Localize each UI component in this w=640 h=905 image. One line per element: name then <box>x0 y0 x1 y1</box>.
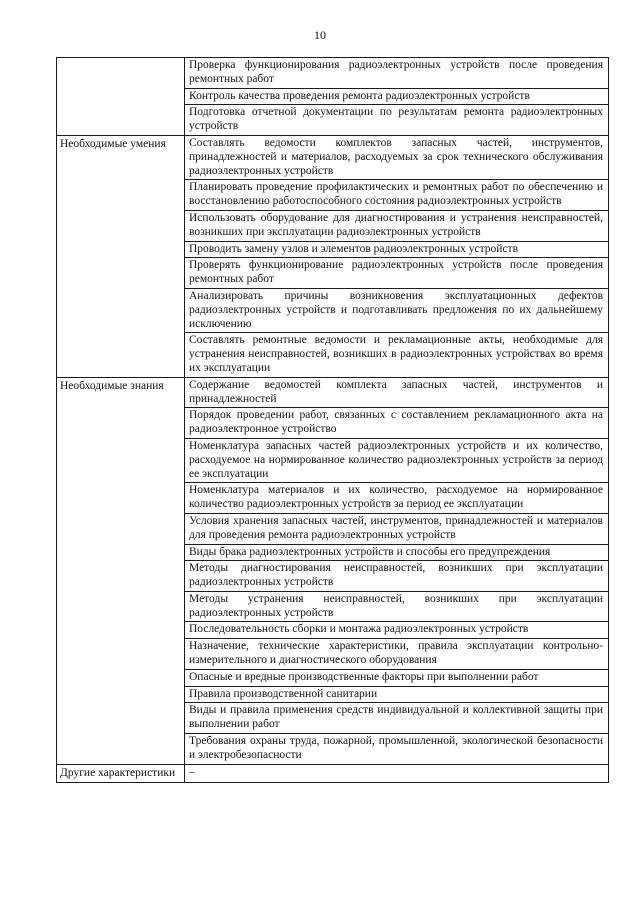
requirement-item: Условия хранения запасных частей, инструментов, принадлежностей и материалов для проведения ремонта радиоэлектронных устройств <box>185 513 609 544</box>
requirement-item: Номенклатура материалов и их количество, расходуемое на нормированное количество радиоэлектронных устройств за период ее эксплуатации <box>185 483 609 514</box>
group-label-cell: Необходимые знания <box>57 377 185 764</box>
requirement-item: Составлять ремонтные ведомости и рекламационные акты, необходимые для устранения неисправностей, возникших в радиоэлектронных устройствах во время их эксплуатации <box>185 333 609 377</box>
table-row <box>57 58 609 89</box>
requirement-item: Содержание ведомостей комплекта запасных частей, инструментов и принадлежностей <box>185 377 609 408</box>
requirement-item: Контроль качества проведения ремонта радиоэлектронных устройств <box>185 88 609 105</box>
requirement-item: Порядок проведении работ, связанных с составлением рекламационного акта на радиоэлектронное устройство <box>185 408 609 439</box>
group-label-cell: Необходимые умения <box>57 135 185 377</box>
requirement-item: Виды брака радиоэлектронных устройств и способы его предупреждения <box>185 544 609 561</box>
requirement-item: Проводить замену узлов и элементов радиоэлектронных устройств <box>185 241 609 258</box>
requirements-table <box>56 57 609 783</box>
requirement-item: Назначение, технические характеристики, правила эксплуатации контрольно-измерительного и диагностического оборудования <box>185 639 609 670</box>
requirement-item: – <box>185 764 609 783</box>
requirement-item: Использовать оборудование для диагностирования и устранения неисправностей, возникших при эксплуатации радиоэлектронных устройств <box>185 210 609 241</box>
requirement-item: Подготовка отчетной документации по результатам ремонта радиоэлектронных устройств <box>185 105 609 136</box>
requirement-item: Требования охраны труда, пожарной, промышленной, экологической безопасности и электробезопасности <box>185 734 609 765</box>
requirement-item: Номенклатура запасных частей радиоэлектронных устройств и их количество, расходуемое на нормированное количество радиоэлектронных устройств за период ее эксплуатации <box>185 438 609 482</box>
requirement-item: Опасные и вредные производственные факторы при выполнении работ <box>185 669 609 686</box>
requirement-item: Виды и правила применения средств индивидуальной и коллективной защиты при выполнении работ <box>185 703 609 734</box>
table-row <box>57 135 609 179</box>
group-label-cell: Другие характеристики <box>57 764 185 783</box>
requirement-item: Составлять ведомости комплектов запасных частей, инструментов, принадлежностей и материалов, расходуемых за срок технического обслуживания радиоэлектронных устройств <box>185 135 609 179</box>
page-number: 10 <box>314 28 326 42</box>
requirement-item: Анализировать причины возникновения эксплуатационных дефектов радиоэлектронных устройств и подготавливать предложения по их дальнейшему исключению <box>185 288 609 332</box>
requirements-table-body <box>57 58 609 783</box>
requirement-item: Правила производственной санитарии <box>185 686 609 703</box>
requirement-item: Проверка функционирования радиоэлектронных устройств после проведения ремонтных работ <box>185 58 609 89</box>
requirement-item: Проверять функционирование радиоэлектронных устройств после проведения ремонтных работ <box>185 258 609 289</box>
table-row <box>57 764 609 783</box>
requirement-item: Методы диагностирования неисправностей, возникших при эксплуатации радиоэлектронных устройств <box>185 561 609 592</box>
requirement-item: Методы устранения неисправностей, возникших при эксплуатации радиоэлектронных устройств <box>185 591 609 622</box>
group-label-cell <box>57 58 185 136</box>
requirement-item: Планировать проведение профилактических и ремонтных работ по обеспечению и восстановлению работоспособного состояния радиоэлектронных устройств <box>185 180 609 211</box>
table-row <box>57 377 609 408</box>
requirement-item: Последовательность сборки и монтажа радиоэлектронных устройств <box>185 622 609 639</box>
